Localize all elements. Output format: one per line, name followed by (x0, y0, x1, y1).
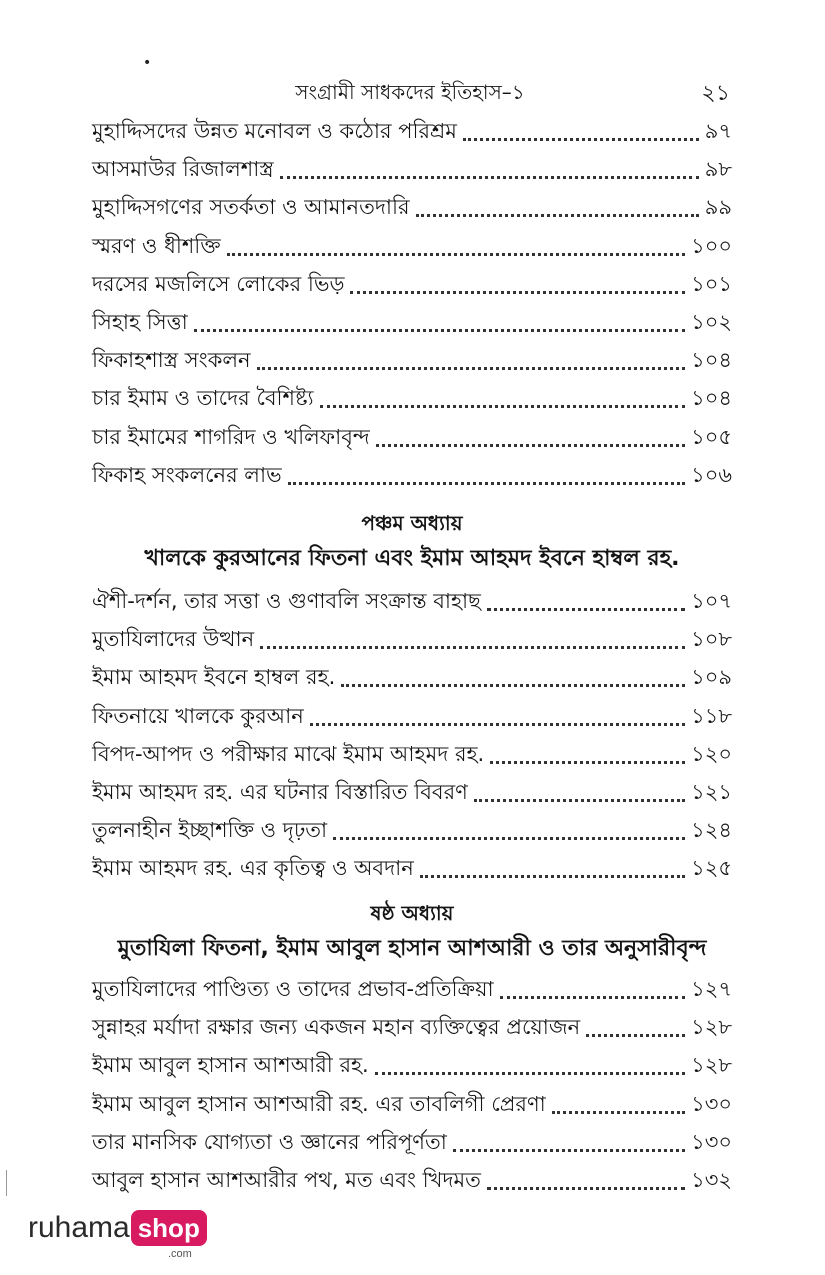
margin-tick (6, 1170, 7, 1196)
toc-entry (92, 970, 732, 1008)
toc-section-1 (92, 112, 732, 494)
toc-entry (92, 849, 732, 887)
toc-chapter-6 (92, 970, 732, 1199)
chapter-5-heading (92, 506, 732, 578)
toc-entry-page: ১২০ (691, 741, 732, 766)
toc-entry-title: স্মরণ ও ধীশক্তি (92, 233, 221, 258)
chapter-6-title: মুতাযিলা ফিতনা, ইমাম আবুল হাসান আশআরী ও তার অনুসারীবৃন্দ (117, 936, 707, 961)
ruhama-shop-logo (28, 1210, 207, 1258)
dot-leader (586, 1008, 685, 1037)
toc-entry-title: ইমাম আবুল হাসান আশআরী রহ. এর তাবলিগী প্রেরণা (92, 1091, 546, 1116)
toc-entry-title: চার ইমামের শাগরিদ ও খলিফাবৃন্দ (92, 424, 370, 449)
toc-entry-page: ১০৭ (691, 589, 732, 613)
toc-entry-page: ১০৮ (691, 627, 732, 652)
toc-entry-title: তার মানসিক যোগ্যতা ও জ্ঞানের পরিপূর্ণতা (92, 1129, 447, 1154)
chapter-6-heading (92, 896, 732, 968)
toc-entry-title: মুতাযিলাদের উত্থান (92, 627, 255, 652)
dot-leader (416, 188, 699, 217)
toc-entry-page: ১০০ (691, 233, 732, 258)
toc-entry (92, 456, 732, 494)
toc-entry-page: ১০১ (691, 271, 732, 296)
toc-entry-title: ইমাম আহমদ রহ. এর ঘটনার বিস্তারিত বিবরণ (92, 779, 468, 804)
toc-entry-title: ইমাম আহমদ ইবনে হাম্বল রহ. (92, 665, 336, 690)
dot-leader (420, 849, 685, 878)
logo-domain: .com (168, 1248, 192, 1260)
toc-entry (92, 582, 732, 620)
toc-entry-page: ১২৮ (691, 1053, 732, 1078)
dot-leader (288, 456, 685, 485)
running-title: সংগ্রামী সাধকদের ইতিহাস–১ (295, 80, 525, 104)
toc-entry-title: মুহাদ্দিসগণের সতর্কতা ও আমানতদারি (92, 195, 410, 220)
dot-leader (453, 1123, 685, 1152)
toc-entry-page: ১৩০ (691, 1091, 732, 1116)
toc-entry-title: ফিতনায়ে খালকে কুরআন (92, 703, 304, 728)
toc-entry-page: ১২৭ (691, 977, 732, 1001)
toc-entry-page: ১০৪ (691, 386, 732, 411)
toc-entry-page: ১২৮ (691, 1015, 732, 1040)
toc-entry-page: ১০৫ (691, 424, 732, 449)
dot-leader (194, 303, 685, 332)
dot-leader (333, 811, 685, 840)
toc-entry (92, 265, 732, 303)
toc-entry-page: ১০২ (691, 309, 732, 334)
dot-leader (474, 773, 685, 802)
dot-leader (490, 735, 685, 764)
toc-entry (92, 1085, 732, 1123)
toc-entry-title: মুহাদ্দিসদের উন্নত মনোবল ও কঠোর পরিশ্রম (92, 119, 457, 143)
dot-leader (487, 1161, 685, 1190)
toc-entry-page: ৯৮ (704, 157, 732, 182)
page-number: ২১ (701, 81, 730, 106)
toc-entry (92, 811, 732, 849)
toc-chapter-5 (92, 582, 732, 888)
dot-leader (320, 379, 685, 408)
toc-entry (92, 1161, 732, 1199)
dot-leader (487, 582, 685, 611)
dot-leader (341, 658, 685, 687)
toc-entry-page: ৯৯ (704, 195, 732, 220)
toc-entry-page: ১২৫ (691, 856, 732, 881)
dot-leader (227, 227, 685, 256)
toc-entry-title: সুন্নাহর মর্যাদা রক্ষার জন্য একজন মহান ব্যক্তিত্বের প্রয়োজন (92, 1015, 581, 1040)
toc-entry (92, 1008, 732, 1046)
toc-entry-title: তুলনাহীন ইচ্ছাশক্তি ও দৃঢ়তা (92, 818, 328, 843)
toc-entry (92, 658, 732, 696)
dot-leader (310, 697, 685, 726)
toc-entry-title: আবুল হাসান আশআরীর পথ, মত এবং খিদমত (92, 1167, 481, 1192)
dot-leader (500, 970, 686, 999)
toc-entry (92, 188, 732, 226)
dot-leader (350, 265, 685, 294)
toc-entry-page: ১২১ (691, 779, 732, 804)
dot-leader (280, 150, 699, 179)
toc-entry-title: সিহাহ সিত্তা (92, 309, 188, 334)
dot-leader (375, 1046, 685, 1075)
toc-entry-page: ১০৪ (691, 348, 732, 373)
dot-leader (552, 1085, 685, 1114)
toc-entry-page: ১০৬ (691, 462, 732, 487)
toc-entry (92, 773, 732, 811)
dot-leader (463, 112, 699, 141)
toc-entry-page: ১৩২ (691, 1167, 732, 1192)
toc-entry (92, 341, 732, 379)
running-header (90, 74, 730, 108)
toc-entry (92, 735, 732, 773)
toc-entry (92, 150, 732, 188)
toc-entry-page: ১৩০ (691, 1129, 732, 1154)
toc-entry (92, 1046, 732, 1084)
toc-entry (92, 227, 732, 265)
logo-text: ruhama (28, 1211, 130, 1244)
toc-entry-page: ১১৮ (691, 703, 732, 728)
stray-dot-mark: • (143, 55, 152, 71)
toc-entry-title: ফিকাহ সংকলনের লাভ (92, 462, 282, 487)
dot-leader (260, 620, 685, 649)
toc-entry (92, 379, 732, 417)
toc-entry-title: আসমাউর রিজালশাস্ত্র (92, 157, 274, 182)
chapter-6-label: ষষ্ঠ অধ্যায় (370, 901, 454, 925)
chapter-5-title: খালকে কুরআনের ফিতনা এবং ইমাম আহমদ ইবনে হাম্বল রহ. (144, 546, 680, 571)
toc-entry (92, 620, 732, 658)
toc-entry-page: ৯৭ (704, 119, 732, 143)
toc-entry-page: ১০৯ (691, 665, 732, 690)
toc-entry (92, 697, 732, 735)
toc-entry-title: চার ইমাম ও তাদের বৈশিষ্ট্য (92, 386, 314, 411)
toc-entry (92, 418, 732, 456)
toc-entry (92, 1123, 732, 1161)
dot-leader (257, 341, 685, 370)
toc-entry-title: ইমাম আবুল হাসান আশআরী রহ. (92, 1053, 369, 1078)
chapter-5-label: পঞ্চম অধ্যায় (361, 511, 463, 535)
toc-entry-title: দরসের মজলিসে লোকের ভিড় (92, 271, 345, 296)
toc-entry (92, 112, 732, 150)
toc-entry-title: বিপদ-আপদ ও পরীক্ষার মাঝে ইমাম আহমদ রহ. (92, 741, 485, 766)
toc-entry-title: মুতাযিলাদের পাণ্ডিত্য ও তাদের প্রভাব-প্রতিক্রিয়া (92, 977, 494, 1001)
toc-entry-title: ঐশী-দর্শন, তার সত্তা ও গুণাবলি সংক্রান্ত বাহাছ (92, 589, 481, 613)
toc-entry-page: ১২৪ (691, 818, 732, 843)
toc-entry (92, 303, 732, 341)
toc-entry-title: ফিকাহশাস্ত্র সংকলন (92, 348, 251, 373)
logo-badge: shop (131, 1210, 207, 1246)
dot-leader (376, 418, 685, 447)
toc-entry-title: ইমাম আহমদ রহ. এর কৃতিত্ব ও অবদান (92, 856, 414, 881)
